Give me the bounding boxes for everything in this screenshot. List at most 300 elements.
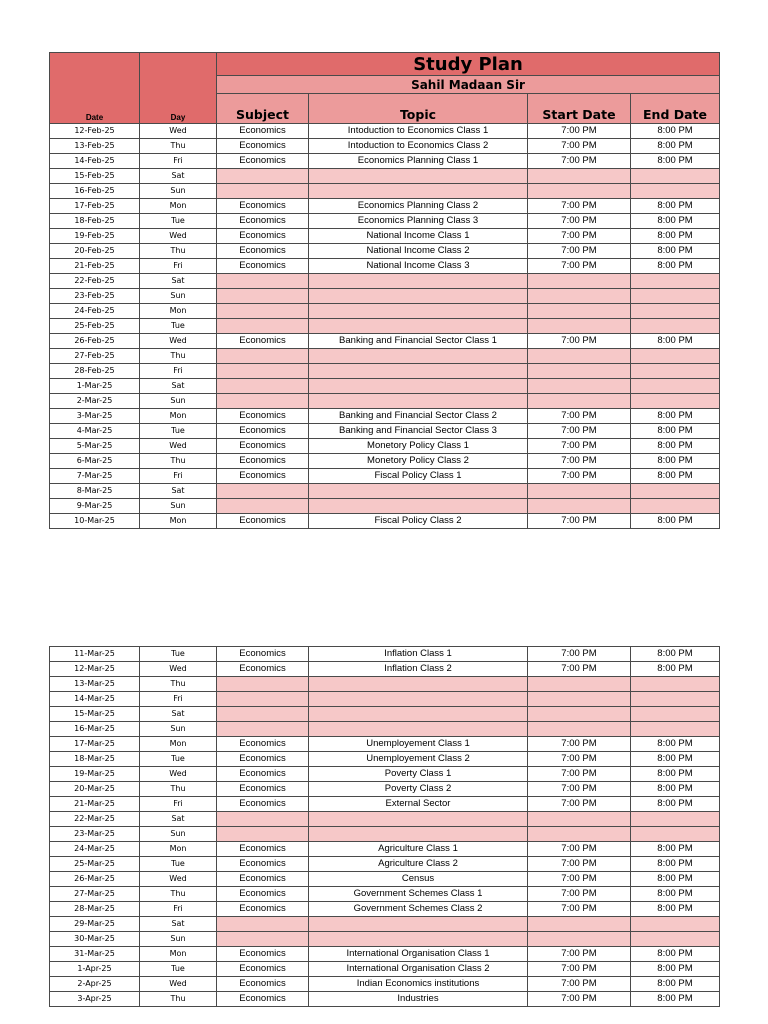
topic-cell: Agriculture Class 1: [309, 842, 528, 857]
subject-cell: Economics: [217, 767, 309, 782]
start-cell: [528, 274, 631, 289]
day-cell: Wed: [140, 662, 217, 677]
table-row: [50, 469, 720, 484]
end-cell: [631, 917, 720, 932]
date-cell: 30-Mar-25: [50, 932, 140, 947]
start-cell: 7:00 PM: [528, 902, 631, 917]
start-cell: [528, 499, 631, 514]
end-cell: 8:00 PM: [631, 752, 720, 767]
topic-cell: [309, 484, 528, 499]
subject-cell: Economics: [217, 334, 309, 349]
start-cell: 7:00 PM: [528, 977, 631, 992]
topic-cell: [309, 184, 528, 199]
subject-cell: Economics: [217, 439, 309, 454]
date-cell: 3-Mar-25: [50, 409, 140, 424]
day-cell: Fri: [140, 154, 217, 169]
topic-cell: Unemployement Class 2: [309, 752, 528, 767]
topic-cell: [309, 917, 528, 932]
end-cell: 8:00 PM: [631, 214, 720, 229]
subject-cell: Economics: [217, 514, 309, 529]
date-cell: 17-Feb-25: [50, 199, 140, 214]
end-cell: 8:00 PM: [631, 229, 720, 244]
topic-cell: [309, 394, 528, 409]
table-row: [50, 424, 720, 439]
table-row: [50, 887, 720, 902]
end-cell: 8:00 PM: [631, 947, 720, 962]
day-cell: Sun: [140, 827, 217, 842]
date-cell: 25-Mar-25: [50, 857, 140, 872]
end-cell: 8:00 PM: [631, 902, 720, 917]
subject-cell: [217, 917, 309, 932]
date-cell: 26-Mar-25: [50, 872, 140, 887]
start-cell: [528, 484, 631, 499]
end-cell: 8:00 PM: [631, 737, 720, 752]
table-body: [50, 647, 720, 1007]
subject-cell: [217, 484, 309, 499]
date-cell: 2-Apr-25: [50, 977, 140, 992]
subject-cell: Economics: [217, 887, 309, 902]
topic-cell: Poverty Class 1: [309, 767, 528, 782]
start-cell: 7:00 PM: [528, 454, 631, 469]
start-cell: [528, 184, 631, 199]
end-cell: [631, 274, 720, 289]
start-date-column-header: Start Date: [528, 94, 631, 124]
day-cell: Thu: [140, 887, 217, 902]
subject-cell: [217, 827, 309, 842]
start-cell: 7:00 PM: [528, 409, 631, 424]
topic-cell: Fiscal Policy Class 1: [309, 469, 528, 484]
table-row: [50, 259, 720, 274]
table-row: [50, 409, 720, 424]
topic-cell: Inflation Class 2: [309, 662, 528, 677]
start-cell: 7:00 PM: [528, 782, 631, 797]
start-cell: 7:00 PM: [528, 767, 631, 782]
start-cell: 7:00 PM: [528, 199, 631, 214]
topic-cell: Fiscal Policy Class 2: [309, 514, 528, 529]
day-cell: Mon: [140, 514, 217, 529]
table-row: [50, 394, 720, 409]
topic-cell: Economics Planning Class 2: [309, 199, 528, 214]
start-cell: 7:00 PM: [528, 124, 631, 139]
day-cell: Thu: [140, 244, 217, 259]
start-cell: 7:00 PM: [528, 962, 631, 977]
topic-cell: Economics Planning Class 3: [309, 214, 528, 229]
date-cell: 10-Mar-25: [50, 514, 140, 529]
subject-cell: Economics: [217, 992, 309, 1007]
date-cell: 24-Feb-25: [50, 304, 140, 319]
start-cell: [528, 289, 631, 304]
page-title: Study Plan: [217, 53, 720, 76]
date-cell: 15-Mar-25: [50, 707, 140, 722]
subject-cell: [217, 932, 309, 947]
topic-cell: National Income Class 3: [309, 259, 528, 274]
topic-cell: [309, 827, 528, 842]
start-cell: 7:00 PM: [528, 154, 631, 169]
subject-cell: [217, 499, 309, 514]
day-cell: Thu: [140, 454, 217, 469]
table-row: [50, 962, 720, 977]
end-cell: 8:00 PM: [631, 454, 720, 469]
start-cell: 7:00 PM: [528, 514, 631, 529]
date-cell: 20-Feb-25: [50, 244, 140, 259]
study-plan-table-page-1: [49, 52, 720, 529]
topic-cell: Monetory Policy Class 1: [309, 439, 528, 454]
subject-cell: [217, 169, 309, 184]
date-cell: 28-Feb-25: [50, 364, 140, 379]
end-cell: 8:00 PM: [631, 872, 720, 887]
day-cell: Fri: [140, 797, 217, 812]
start-cell: [528, 169, 631, 184]
end-cell: 8:00 PM: [631, 199, 720, 214]
start-cell: 7:00 PM: [528, 439, 631, 454]
start-cell: 7:00 PM: [528, 229, 631, 244]
subject-cell: Economics: [217, 424, 309, 439]
table-row: [50, 349, 720, 364]
topic-cell: Banking and Financial Sector Class 2: [309, 409, 528, 424]
topic-cell: [309, 274, 528, 289]
day-cell: Sun: [140, 394, 217, 409]
subject-cell: Economics: [217, 857, 309, 872]
day-cell: Thu: [140, 782, 217, 797]
start-cell: [528, 394, 631, 409]
topic-cell: [309, 692, 528, 707]
subject-cell: Economics: [217, 752, 309, 767]
day-cell: Thu: [140, 677, 217, 692]
subject-cell: Economics: [217, 872, 309, 887]
day-cell: Wed: [140, 124, 217, 139]
topic-column-header: Topic: [309, 94, 528, 124]
topic-cell: [309, 499, 528, 514]
day-cell: Tue: [140, 214, 217, 229]
subject-cell: [217, 692, 309, 707]
subject-cell: [217, 812, 309, 827]
date-cell: 19-Feb-25: [50, 229, 140, 244]
table-row: [50, 842, 720, 857]
subject-cell: [217, 707, 309, 722]
date-cell: 18-Mar-25: [50, 752, 140, 767]
end-cell: 8:00 PM: [631, 887, 720, 902]
end-cell: [631, 499, 720, 514]
date-cell: 13-Feb-25: [50, 139, 140, 154]
date-cell: 17-Mar-25: [50, 737, 140, 752]
date-cell: 27-Mar-25: [50, 887, 140, 902]
topic-cell: National Income Class 1: [309, 229, 528, 244]
end-cell: 8:00 PM: [631, 124, 720, 139]
topic-cell: Indian Economics institutions: [309, 977, 528, 992]
topic-cell: International Organisation Class 1: [309, 947, 528, 962]
end-cell: 8:00 PM: [631, 334, 720, 349]
day-cell: Sun: [140, 499, 217, 514]
end-cell: 8:00 PM: [631, 647, 720, 662]
table-row: [50, 304, 720, 319]
date-cell: 14-Mar-25: [50, 692, 140, 707]
topic-cell: National Income Class 2: [309, 244, 528, 259]
day-cell: Wed: [140, 872, 217, 887]
start-cell: 7:00 PM: [528, 424, 631, 439]
date-cell: 12-Mar-25: [50, 662, 140, 677]
date-cell: 12-Feb-25: [50, 124, 140, 139]
table-row: [50, 767, 720, 782]
start-cell: [528, 812, 631, 827]
subject-cell: Economics: [217, 154, 309, 169]
page-subtitle: Sahil Madaan Sir: [217, 76, 720, 94]
start-cell: 7:00 PM: [528, 259, 631, 274]
end-cell: 8:00 PM: [631, 259, 720, 274]
table-row: [50, 214, 720, 229]
subject-cell: Economics: [217, 962, 309, 977]
day-cell: Sun: [140, 289, 217, 304]
end-cell: [631, 722, 720, 737]
day-cell: Sat: [140, 274, 217, 289]
day-cell: Sun: [140, 184, 217, 199]
topic-cell: Monetory Policy Class 2: [309, 454, 528, 469]
subject-cell: Economics: [217, 902, 309, 917]
date-cell: 28-Mar-25: [50, 902, 140, 917]
end-date-column-header: End Date: [631, 94, 720, 124]
subject-cell: [217, 722, 309, 737]
start-cell: 7:00 PM: [528, 992, 631, 1007]
day-cell: Thu: [140, 992, 217, 1007]
day-cell: Mon: [140, 199, 217, 214]
table-row: [50, 499, 720, 514]
date-cell: 4-Mar-25: [50, 424, 140, 439]
topic-cell: [309, 379, 528, 394]
table-row: [50, 932, 720, 947]
date-cell: 16-Feb-25: [50, 184, 140, 199]
day-cell: Sat: [140, 917, 217, 932]
study-plan-table-page-2: [49, 646, 720, 1007]
start-cell: [528, 379, 631, 394]
topic-cell: Intoduction to Economics Class 1: [309, 124, 528, 139]
subject-cell: Economics: [217, 244, 309, 259]
topic-cell: [309, 169, 528, 184]
end-cell: 8:00 PM: [631, 977, 720, 992]
end-cell: [631, 812, 720, 827]
end-cell: 8:00 PM: [631, 782, 720, 797]
start-cell: [528, 319, 631, 334]
subject-cell: Economics: [217, 124, 309, 139]
date-cell: 22-Feb-25: [50, 274, 140, 289]
topic-cell: International Organisation Class 2: [309, 962, 528, 977]
table-row: [50, 737, 720, 752]
end-cell: [631, 349, 720, 364]
day-cell: Tue: [140, 319, 217, 334]
date-cell: 27-Feb-25: [50, 349, 140, 364]
end-cell: [631, 827, 720, 842]
topic-cell: Agriculture Class 2: [309, 857, 528, 872]
table-row: [50, 872, 720, 887]
start-cell: 7:00 PM: [528, 752, 631, 767]
subject-cell: Economics: [217, 469, 309, 484]
date-cell: 23-Feb-25: [50, 289, 140, 304]
start-cell: [528, 349, 631, 364]
date-cell: 21-Feb-25: [50, 259, 140, 274]
end-cell: 8:00 PM: [631, 962, 720, 977]
end-cell: 8:00 PM: [631, 154, 720, 169]
end-cell: [631, 394, 720, 409]
day-cell: Tue: [140, 424, 217, 439]
topic-cell: [309, 289, 528, 304]
subject-cell: [217, 677, 309, 692]
day-cell: Wed: [140, 229, 217, 244]
date-cell: 23-Mar-25: [50, 827, 140, 842]
start-cell: 7:00 PM: [528, 842, 631, 857]
table-row: [50, 647, 720, 662]
day-cell: Tue: [140, 962, 217, 977]
end-cell: [631, 932, 720, 947]
table-row: [50, 364, 720, 379]
end-cell: [631, 304, 720, 319]
day-cell: Sat: [140, 169, 217, 184]
topic-cell: [309, 812, 528, 827]
day-cell: Mon: [140, 409, 217, 424]
day-cell: Mon: [140, 947, 217, 962]
subject-cell: Economics: [217, 977, 309, 992]
day-cell: Mon: [140, 737, 217, 752]
day-cell: Wed: [140, 439, 217, 454]
day-column-header: Day: [140, 53, 217, 124]
end-cell: 8:00 PM: [631, 244, 720, 259]
start-cell: 7:00 PM: [528, 214, 631, 229]
day-cell: Wed: [140, 977, 217, 992]
end-cell: 8:00 PM: [631, 842, 720, 857]
day-cell: Fri: [140, 259, 217, 274]
day-cell: Fri: [140, 364, 217, 379]
start-cell: 7:00 PM: [528, 139, 631, 154]
date-cell: 1-Apr-25: [50, 962, 140, 977]
table-row: [50, 319, 720, 334]
subject-cell: Economics: [217, 454, 309, 469]
topic-cell: Census: [309, 872, 528, 887]
start-cell: 7:00 PM: [528, 872, 631, 887]
start-cell: [528, 917, 631, 932]
day-cell: Sun: [140, 722, 217, 737]
day-cell: Tue: [140, 752, 217, 767]
start-cell: [528, 692, 631, 707]
table-row: [50, 722, 720, 737]
table-row: [50, 154, 720, 169]
date-cell: 5-Mar-25: [50, 439, 140, 454]
start-cell: 7:00 PM: [528, 857, 631, 872]
date-cell: 9-Mar-25: [50, 499, 140, 514]
subject-cell: Economics: [217, 647, 309, 662]
end-cell: 8:00 PM: [631, 409, 720, 424]
subject-cell: Economics: [217, 199, 309, 214]
topic-cell: [309, 707, 528, 722]
table-row: [50, 244, 720, 259]
start-cell: 7:00 PM: [528, 737, 631, 752]
topic-cell: Economics Planning Class 1: [309, 154, 528, 169]
table-row: [50, 827, 720, 842]
date-cell: 19-Mar-25: [50, 767, 140, 782]
topic-cell: Inflation Class 1: [309, 647, 528, 662]
table-row: [50, 812, 720, 827]
subject-cell: [217, 289, 309, 304]
date-cell: 25-Feb-25: [50, 319, 140, 334]
date-cell: 31-Mar-25: [50, 947, 140, 962]
subject-cell: [217, 394, 309, 409]
end-cell: [631, 169, 720, 184]
table-row: [50, 484, 720, 499]
table-row: [50, 289, 720, 304]
table-row: [50, 782, 720, 797]
table-row: [50, 662, 720, 677]
subject-cell: [217, 184, 309, 199]
day-cell: Sat: [140, 484, 217, 499]
subject-cell: Economics: [217, 409, 309, 424]
topic-cell: [309, 932, 528, 947]
date-cell: 18-Feb-25: [50, 214, 140, 229]
table-row: [50, 902, 720, 917]
table-row: [50, 677, 720, 692]
start-cell: 7:00 PM: [528, 947, 631, 962]
table-row: [50, 752, 720, 767]
date-cell: 6-Mar-25: [50, 454, 140, 469]
table-row: [50, 379, 720, 394]
table-row: [50, 454, 720, 469]
start-cell: 7:00 PM: [528, 334, 631, 349]
end-cell: 8:00 PM: [631, 424, 720, 439]
start-cell: [528, 707, 631, 722]
end-cell: 8:00 PM: [631, 514, 720, 529]
subject-cell: Economics: [217, 842, 309, 857]
subject-cell: [217, 274, 309, 289]
topic-cell: Intoduction to Economics Class 2: [309, 139, 528, 154]
date-cell: 20-Mar-25: [50, 782, 140, 797]
subject-cell: [217, 364, 309, 379]
end-cell: 8:00 PM: [631, 469, 720, 484]
table-body: [50, 124, 720, 529]
subject-cell: Economics: [217, 662, 309, 677]
table-row: [50, 992, 720, 1007]
topic-cell: Banking and Financial Sector Class 1: [309, 334, 528, 349]
date-cell: 11-Mar-25: [50, 647, 140, 662]
end-cell: 8:00 PM: [631, 857, 720, 872]
day-cell: Fri: [140, 902, 217, 917]
start-cell: [528, 722, 631, 737]
day-cell: Mon: [140, 842, 217, 857]
date-cell: 26-Feb-25: [50, 334, 140, 349]
date-cell: 29-Mar-25: [50, 917, 140, 932]
table-row: [50, 124, 720, 139]
end-cell: [631, 484, 720, 499]
start-cell: 7:00 PM: [528, 662, 631, 677]
topic-cell: Poverty Class 2: [309, 782, 528, 797]
subject-cell: [217, 379, 309, 394]
date-cell: 22-Mar-25: [50, 812, 140, 827]
start-cell: 7:00 PM: [528, 797, 631, 812]
day-cell: Fri: [140, 692, 217, 707]
end-cell: [631, 692, 720, 707]
day-cell: Thu: [140, 349, 217, 364]
topic-cell: Government Schemes Class 2: [309, 902, 528, 917]
end-cell: 8:00 PM: [631, 797, 720, 812]
end-cell: [631, 289, 720, 304]
end-cell: [631, 379, 720, 394]
day-cell: Tue: [140, 857, 217, 872]
table-row: [50, 917, 720, 932]
subject-cell: [217, 349, 309, 364]
date-cell: 15-Feb-25: [50, 169, 140, 184]
topic-cell: Banking and Financial Sector Class 3: [309, 424, 528, 439]
end-cell: [631, 364, 720, 379]
table-row: [50, 797, 720, 812]
date-cell: 3-Apr-25: [50, 992, 140, 1007]
start-cell: 7:00 PM: [528, 244, 631, 259]
topic-cell: [309, 364, 528, 379]
table-row: [50, 199, 720, 214]
table-row: [50, 857, 720, 872]
